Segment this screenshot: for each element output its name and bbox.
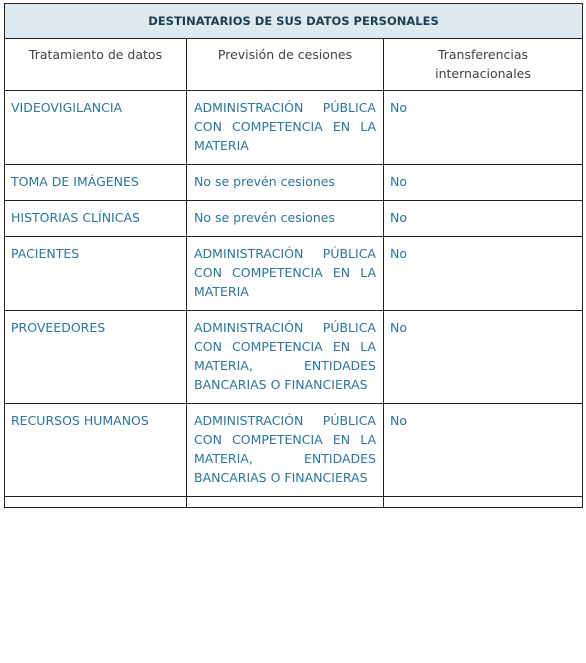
cell-transferencias: No — [384, 237, 583, 311]
table-row — [5, 311, 583, 404]
cell-tratamiento: VIDEOVIGILANCIA — [5, 91, 187, 165]
table-title-row — [5, 4, 583, 39]
cell-prevision: No se prevén cesiones — [187, 165, 384, 201]
table-row — [5, 165, 583, 201]
cell-prevision: No se prevén cesiones — [187, 201, 384, 237]
cell-prevision: ADMINISTRACIÓN PÚBLICA CON COMPETENCIA EN LA MATERIA — [187, 237, 384, 311]
cell-tratamiento: TOMA DE IMÁGENES — [5, 165, 187, 201]
cell-transferencias: No — [384, 165, 583, 201]
cell-transferencias: No — [384, 91, 583, 165]
cell-transferencias: No — [384, 404, 583, 497]
cell-empty — [384, 497, 583, 508]
cell-tratamiento: PROVEEDORES — [5, 311, 187, 404]
cell-prevision: ADMINISTRACIÓN PÚBLICA CON COMPETENCIA EN LA MATERIA, ENTIDADES BANCARIAS O FINANCIERAS — [187, 311, 384, 404]
table-header-row — [5, 39, 583, 91]
header-tratamiento: Tratamiento de datos — [5, 39, 187, 91]
table-row — [5, 404, 583, 497]
cell-prevision: ADMINISTRACIÓN PÚBLICA CON COMPETENCIA EN LA MATERIA, ENTIDADES BANCARIAS O FINANCIERAS — [187, 404, 384, 497]
table-title: DESTINATARIOS DE SUS DATOS PERSONALES — [5, 4, 583, 39]
table-row-partial — [5, 497, 583, 508]
header-transferencias: Transferencias internacionales — [384, 39, 583, 91]
header-prevision: Previsión de cesiones — [187, 39, 384, 91]
cell-tratamiento: HISTORIAS CLÍNICAS — [5, 201, 187, 237]
cell-tratamiento: RECURSOS HUMANOS — [5, 404, 187, 497]
table-row — [5, 237, 583, 311]
table-row — [5, 201, 583, 237]
cell-transferencias: No — [384, 201, 583, 237]
cell-empty — [5, 497, 187, 508]
table-row — [5, 91, 583, 165]
cell-prevision: ADMINISTRACIÓN PÚBLICA CON COMPETENCIA EN LA MATERIA — [187, 91, 384, 165]
cell-tratamiento: PACIENTES — [5, 237, 187, 311]
cell-empty — [187, 497, 384, 508]
cell-transferencias: No — [384, 311, 583, 404]
recipients-table — [4, 3, 583, 508]
